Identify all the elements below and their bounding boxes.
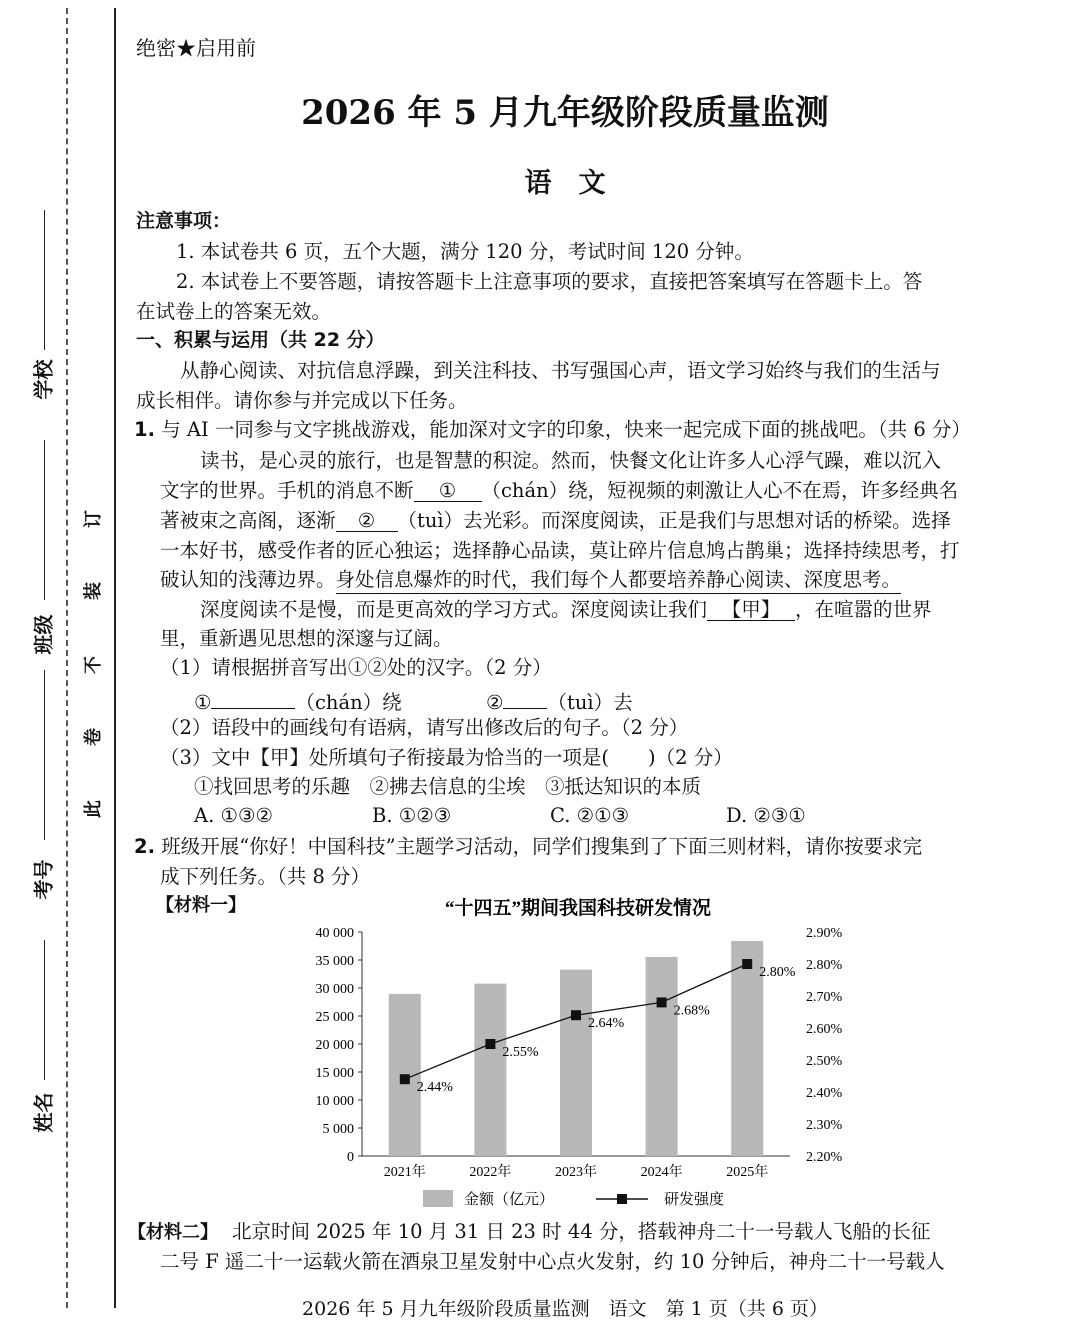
notice-item-2: 2. 本试卷上不要答题，请按答题卡上注意事项的要求，直接把答案填写在答题卡上。答 (176, 270, 923, 293)
y-tick-label-right: 2.30% (806, 1118, 843, 1133)
legend-line-marker (617, 1194, 627, 1204)
section-heading: 一、积累与运用（共 22 分） (136, 329, 385, 351)
data-label: 2.80% (759, 965, 796, 980)
x-tick-label: 2025年 (726, 1165, 769, 1180)
answer-line-1: ① （chán）绕 (194, 688, 402, 713)
page-footer: 2026 年 5 月九年级阶段质量监测 语文 第 1 页（共 6 页） (302, 1298, 828, 1320)
y-tick-label-right: 2.40% (806, 1086, 843, 1101)
material-1-label: 【材料一】 (156, 895, 246, 916)
y-tick-label-left: 30 000 (315, 982, 354, 997)
choice-d[interactable]: D. ②③① (726, 804, 806, 827)
data-label: 2.44% (416, 1080, 453, 1096)
choice-a[interactable]: A. ①③② (194, 804, 273, 827)
y-tick-label-left: 25 000 (315, 1010, 354, 1025)
y-tick-label-left: 35 000 (315, 954, 354, 969)
underlined-sentence: 身处信息爆炸的时代，我们每个人都要培养静心阅读、深度思考。 (336, 568, 902, 594)
subject-title: 语 文 (524, 168, 606, 199)
line-point (571, 1010, 581, 1020)
notice-item-1: 1. 本试卷共 6 页，五个大题，满分 120 分，考试时间 120 分钟。 (176, 240, 754, 263)
y-tick-label-left: 40 000 (315, 926, 354, 941)
y-tick-label-left: 20 000 (315, 1038, 354, 1053)
question-2-stem (134, 837, 922, 857)
binding-char: 不 (83, 656, 104, 674)
sub-question-3: （3）文中【甲】处所填句子衔接最为恰当的一项是( )（2 分） (160, 746, 733, 769)
line-point (742, 959, 752, 969)
y-tick-label-right: 2.90% (806, 926, 843, 941)
question-text: 班级开展“你好！中国科技”主题学习活动，同学们搜集到了下面三则材料，请你按要求完 (161, 835, 923, 858)
question-number: 2. (134, 835, 155, 858)
data-label: 2.68% (673, 1003, 710, 1019)
material-2-label: 【材料二】 (128, 1222, 218, 1243)
bar (560, 970, 592, 1156)
section-intro-cont: 成长相伴。请你参与并完成以下任务。 (136, 389, 468, 412)
sub-question-1: （1）请根据拼音写出①②处的汉字。（2 分） (160, 656, 552, 679)
material-2-line: 【材料二】 北京时间 2025 年 10 月 31 日 23 时 44 分，搭载神舟二十一号载人飞船的长征 (128, 1220, 931, 1243)
x-tick-label: 2021年 (383, 1165, 426, 1180)
margin-label-class: 班级 (31, 614, 56, 655)
line-point (485, 1039, 495, 1049)
x-tick-label: 2022年 (469, 1165, 512, 1180)
blank-2[interactable]: ② (336, 511, 398, 532)
binding-char: 订 (83, 510, 104, 528)
y-tick-label-left: 5 000 (322, 1122, 354, 1137)
y-tick-label-right: 2.70% (806, 990, 843, 1005)
x-tick-label: 2024年 (640, 1165, 683, 1180)
secret-mark: 绝密★启用前 (136, 36, 256, 60)
y-tick-label-left: 0 (347, 1150, 354, 1165)
legend-bar-label: 金额（亿元） (464, 1192, 555, 1208)
blank-1[interactable]: ① (414, 481, 482, 502)
sub-question-2: （2）语段中的画线句有语病，请写出修改后的句子。（2 分） (160, 716, 689, 739)
x-tick-label: 2023年 (555, 1165, 597, 1180)
question-number: 1. (134, 418, 155, 441)
exam-no-write-line (44, 670, 45, 840)
margin-label-name: 姓名 (31, 1092, 56, 1133)
binding-char: 装 (83, 582, 104, 600)
line-point (400, 1074, 410, 1084)
notice-heading: 注意事项： (136, 210, 232, 232)
y-tick-label-right: 2.20% (806, 1150, 843, 1165)
option-sentences: ①找回思考的乐趣 ②拂去信息的尘埃 ③抵达知识的本质 (194, 775, 702, 798)
data-label: 2.64% (588, 1016, 625, 1032)
passage-line: 文字的世界。手机的消息不断 ① （chán）绕，短视频的刺激让人心不在焉，许多经典名 (160, 479, 959, 502)
y-tick-label-right: 2.60% (806, 1022, 843, 1037)
passage-line: 深度阅读不是慢，而是更高效的学习方式。深度阅读让我们 【甲】 ，在喧嚣的世界 (200, 598, 932, 621)
material-2-line-2: 二号 F 遥二十一运载火箭在酒泉卫星发射中心点火发射，约 10 分钟后，神舟二十一号载人 (160, 1250, 945, 1273)
passage-line: 著被束之高阁，逐渐 ② （tuì）去光彩。而深度阅读，正是我们与思想对话的桥梁。选择 (160, 509, 951, 532)
notice-item-2-cont: 在试卷上的答案无效。 (136, 300, 332, 323)
margin-label-exam-no: 考号 (31, 859, 56, 900)
answer-blank-2[interactable] (503, 688, 547, 709)
question-text: 与 AI 一同参与文字挑战游戏，能加深对文字的印象，快来一起完成下面的挑战吧。（共 6 分） (161, 418, 971, 441)
passage-line: 里，重新遇见思想的深邃与辽阔。 (160, 627, 453, 650)
binding-char: 此 (83, 800, 104, 818)
y-tick-label-right: 2.80% (806, 958, 843, 973)
line-point (657, 997, 667, 1007)
bar (646, 957, 678, 1156)
y-tick-label-left: 10 000 (315, 1094, 354, 1109)
chart-title: “十四五”期间我国科技研发情况 (444, 898, 712, 919)
exam-title: 2026 年 5 月九年级阶段质量监测 (301, 93, 829, 133)
margin-label-school: 学校 (31, 359, 56, 400)
passage-line: 破认知的浅薄边界。身处信息爆炸的时代，我们每个人都要培养静心阅读、深度思考。 (160, 570, 901, 590)
legend-bar-swatch (423, 1190, 453, 1207)
y-tick-label-left: 15 000 (315, 1066, 354, 1081)
question-1-stem (134, 420, 971, 440)
choice-b[interactable]: B. ①②③ (372, 804, 452, 827)
binding-char: 卷 (83, 728, 104, 746)
choice-c[interactable]: C. ②①③ (550, 804, 630, 827)
school-write-line (44, 210, 45, 350)
question-2-stem-cont: 成下列任务。（共 8 分） (160, 865, 371, 888)
y-tick-label-right: 2.50% (806, 1054, 843, 1069)
passage-line: 读书，是心灵的旅行，也是智慧的积淀。然而，快餐文化让许多人心浮气躁，难以沉入 (200, 449, 942, 472)
answer-blank-1[interactable] (211, 688, 295, 709)
bar (474, 984, 506, 1156)
answer-line-2: ② （tuì）去 (486, 688, 633, 713)
rd-chart (0, 890, 1080, 1220)
legend-line-label: 研发强度 (664, 1192, 725, 1208)
blank-jia[interactable]: 【甲】 (707, 600, 795, 621)
passage-line: 一本好书，感受作者的匠心独运；选择静心品读，莫让碎片信息鸠占鹊巢；选择持续思考，打 (160, 539, 960, 562)
data-label: 2.55% (502, 1045, 539, 1060)
class-write-line (44, 440, 45, 600)
section-intro: 从静心阅读、对抗信息浮躁，到关注科技、书写强国心声，语文学习始终与我们的生活与 (180, 359, 941, 382)
